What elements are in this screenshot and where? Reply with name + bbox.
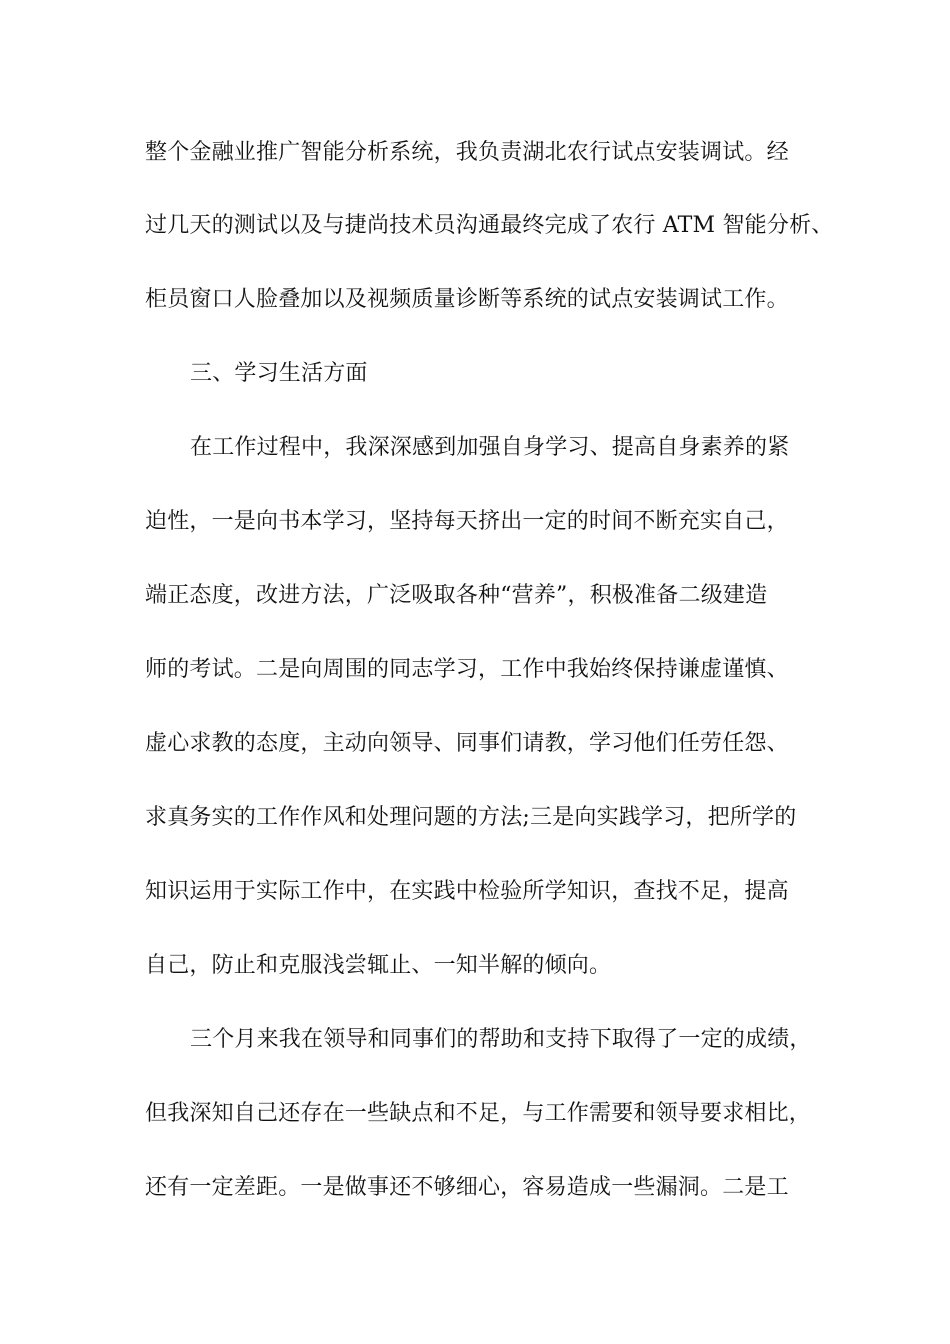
paragraph-line: 师的考试。二是向周围的同志学习，工作中我始终保持谦虚谨慎、: [145, 657, 789, 682]
paragraph-line: 三个月来我在领导和同事们的帮助和支持下取得了一定的成绩，: [190, 1027, 812, 1052]
paragraph-line: 还有一定差距。一是做事还不够细心，容易造成一些漏洞。二是工: [145, 1175, 789, 1200]
section-heading: 三、学习生活方面: [190, 361, 368, 386]
paragraph-line: 整个金融业推广智能分析系统，我负责湖北农行试点安装调试。经: [145, 140, 789, 165]
paragraph-line: 过几天的测试以及与捷尚技术员沟通最终完成了农行 ATM 智能分析、: [145, 213, 834, 238]
paragraph-line: 但我深知自己还存在一些缺点和不足，与工作需要和领导要求相比，: [145, 1101, 812, 1126]
paragraph-line: 自己，防止和克服浅尝辄止、一知半解的倾向。: [145, 953, 612, 978]
paragraph-line: 知识运用于实际工作中，在实践中检验所学知识，查找不足，提高: [145, 879, 789, 904]
paragraph-line: 迫性，一是向书本学习，坚持每天挤出一定的时间不断充实自己，: [145, 509, 789, 534]
paragraph-line: 柜员窗口人脸叠加以及视频质量诊断等系统的试点安装调试工作。: [145, 287, 789, 312]
paragraph-line: 求真务实的工作作风和处理问题的方法;三是向实践学习，把所学的: [145, 805, 797, 830]
paragraph-line: 端正态度，改进方法，广泛吸取各种“营养”，积极准备二级建造: [145, 583, 768, 608]
paragraph-line: 在工作过程中，我深深感到加强自身学习、提高自身素养的紧: [190, 435, 790, 460]
paragraph-line: 虚心求教的态度，主动向领导、同事们请教，学习他们任劳任怨、: [145, 731, 789, 756]
